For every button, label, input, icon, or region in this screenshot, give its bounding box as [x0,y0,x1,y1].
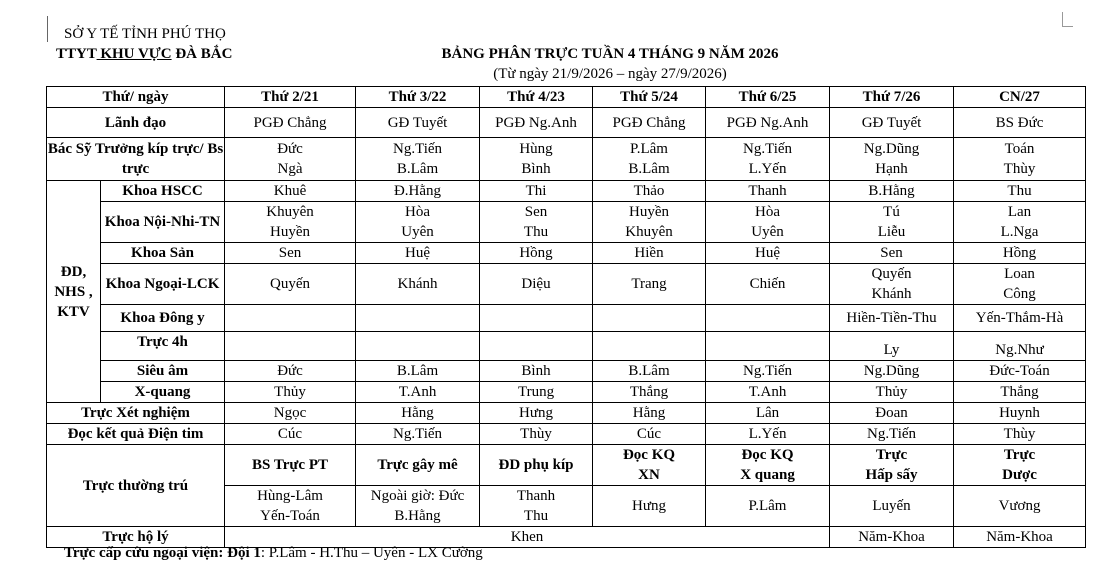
table-cell [480,332,593,361]
table-cell: Ng.Tiến L.Yến [706,138,830,181]
table-cell: GĐ Tuyết [830,108,954,138]
day-header: Thứ 2/21 [225,87,356,108]
table-cell: Thu [954,181,1086,202]
table-cell [706,332,830,361]
table-cell: P.Lâm B.Lâm [593,138,706,181]
row-label: X-quang [101,382,225,403]
table-cell: Ng.Tiến [830,424,954,445]
table-cell: L.Yến [706,424,830,445]
table-cell: Hằng [356,403,480,424]
table-cell: T.Anh [706,382,830,403]
table-cell: Hưng [593,486,706,527]
table-cell [593,332,706,361]
resident-header: BS Trực PT [225,445,356,486]
table-row [47,243,1086,264]
table-cell [480,305,593,332]
table-row [47,382,1086,403]
table-cell: Năm-Khoa [830,527,954,548]
day-header: Thứ 7/26 [830,87,954,108]
table-cell: Hằng [593,403,706,424]
table-cell: Sen [225,243,356,264]
row-label: Lãnh đạo [47,108,225,138]
table-cell: Hòa Uyên [356,202,480,243]
table-cell: PGĐ Ng.Anh [480,108,593,138]
org-center: TTYT KHU VỰC ĐÀ BẮC [56,46,233,62]
table-cell: Ng.Tiến [706,361,830,382]
page-corner-mark [1062,12,1073,27]
table-cell: Hòa Uyên [706,202,830,243]
table-cell: Quyến Khánh [830,264,954,305]
resident-header: ĐD phụ kíp [480,445,593,486]
table-cell: PGĐ Chẳng [593,108,706,138]
table-cell: Huệ [706,243,830,264]
table-cell: Quyến [225,264,356,305]
table-cell: Đ.Hằng [356,181,480,202]
day-header-label: Thứ/ ngày [47,87,225,108]
table-cell: Ng.Dũng [830,361,954,382]
duty-schedule-table [46,86,1086,548]
table-cell: Tú Liễu [830,202,954,243]
row-label: Đọc kết quả Điện tim [47,424,225,445]
table-cell: Năm-Khoa [954,527,1086,548]
table-row [47,305,1086,332]
table-cell: Toán Thùy [954,138,1086,181]
table-cell: Hưng [480,403,593,424]
table-cell [225,332,356,361]
table-cell: Đức [225,361,356,382]
table-cell: Khuyên Huyền [225,202,356,243]
table-row [47,138,1086,181]
nurses-group-label: ĐD, NHS , KTV [47,181,101,403]
table-cell: BS Đức [954,108,1086,138]
row-label: Trực Xét nghiệm [47,403,225,424]
table-cell: Ng.Như [954,332,1086,361]
resident-header: Trực Dược [954,445,1086,486]
table-cell: Cúc [225,424,356,445]
table-cell: Thảo [593,181,706,202]
table-cell: Thi [480,181,593,202]
table-cell: Hiền [593,243,706,264]
row-label: Trực hộ lý [47,527,225,548]
table-cell: B.Lâm [593,361,706,382]
table-cell: B.Hằng [830,181,954,202]
table-cell: Thắng [954,382,1086,403]
table-cell: Diệu [480,264,593,305]
table-cell: Thủy [830,382,954,403]
table-cell: Bình [480,361,593,382]
org-department: SỞ Y TẾ TỈNH PHÚ THỌ [64,26,226,42]
table-row [47,181,1086,202]
row-label: Trực 4h [101,332,225,361]
table-cell: Huynh [954,403,1086,424]
table-cell [356,305,480,332]
table-cell: Ly [830,332,954,361]
table-cell: Ng.Tiến B.Lâm [356,138,480,181]
row-label: Khoa HSCC [101,181,225,202]
page-subtitle: (Từ ngày 21/9/2026 – ngày 27/9/2026) [493,66,727,82]
table-row [47,202,1086,243]
table-cell: Ngọc [225,403,356,424]
table-cell: Khen [225,527,830,548]
table-cell: Hồng [480,243,593,264]
row-label: Khoa Sản [101,243,225,264]
table-row [47,403,1086,424]
table-cell: Ng.Tiến [356,424,480,445]
table-cell: P.Lâm [706,486,830,527]
table-cell: Khánh [356,264,480,305]
footer-note: Trực cấp cứu ngoại viện: Đội 1: P.Lâm - H.Thu – Uyên - LX Cường [64,545,483,561]
day-header: Thứ 5/24 [593,87,706,108]
table-cell: Sen [830,243,954,264]
table-row [47,361,1086,382]
day-header: Thứ 6/25 [706,87,830,108]
day-header: Thứ 3/22 [356,87,480,108]
page-corner-mark [47,16,56,42]
table-cell [593,305,706,332]
table-cell: Huyền Khuyên [593,202,706,243]
table-cell: PGĐ Chẳng [225,108,356,138]
table-cell: Thanh Thu [480,486,593,527]
table-cell: Chiến [706,264,830,305]
table-cell: Lân [706,403,830,424]
table-row [47,332,1086,361]
table-cell: Ng.Dũng Hạnh [830,138,954,181]
table-cell: Luyến [830,486,954,527]
table-row [47,264,1086,305]
resident-header: Đọc KQ XN [593,445,706,486]
table-cell: Đoan [830,403,954,424]
table-cell: Hiền-Tiền-Thu [830,305,954,332]
day-header: CN/27 [954,87,1086,108]
table-cell: Thủy [225,382,356,403]
resident-header: Trực gây mê [356,445,480,486]
row-label: Khoa Đông y [101,305,225,332]
table-cell: Thùy [954,424,1086,445]
table-cell: Huệ [356,243,480,264]
table-cell: PGĐ Ng.Anh [706,108,830,138]
resident-header: Trực Hấp sấy [830,445,954,486]
table-cell: Sen Thu [480,202,593,243]
table-cell: B.Lâm [356,361,480,382]
row-label: Khoa Ngoại-LCK [101,264,225,305]
table-row [47,445,1086,486]
row-label: Trực thường trú [47,445,225,527]
table-cell: Đức Ngà [225,138,356,181]
table-cell: Đức-Toán [954,361,1086,382]
table-cell [706,305,830,332]
table-cell: T.Anh [356,382,480,403]
table-cell: Hùng-Lâm Yến-Toán [225,486,356,527]
row-label: Bác Sỹ Trưởng kíp trực/ Bs trực [47,138,225,181]
table-cell: Thắng [593,382,706,403]
table-cell: GĐ Tuyết [356,108,480,138]
table-cell: Hồng [954,243,1086,264]
table-cell: Thanh [706,181,830,202]
table-cell: Khuê [225,181,356,202]
table-cell: Ngoài giờ: Đức B.Hằng [356,486,480,527]
row-label: Siêu âm [101,361,225,382]
table-row [47,424,1086,445]
table-cell: Lan L.Nga [954,202,1086,243]
table-cell: Vương [954,486,1086,527]
table-cell: Trang [593,264,706,305]
page-title: BẢNG PHÂN TRỰC TUẦN 4 THÁNG 9 NĂM 2026 [441,46,779,62]
day-header: Thứ 4/23 [480,87,593,108]
table-row [47,87,1086,108]
table-row [47,108,1086,138]
row-label: Khoa Nội-Nhi-TN [101,202,225,243]
resident-header: Đọc KQ X quang [706,445,830,486]
table-cell: Loan Công [954,264,1086,305]
table-cell [225,305,356,332]
table-cell [356,332,480,361]
table-cell: Hùng Bình [480,138,593,181]
table-cell: Trung [480,382,593,403]
table-cell: Cúc [593,424,706,445]
table-cell: Thùy [480,424,593,445]
table-cell: Yến-Thắm-Hà [954,305,1086,332]
